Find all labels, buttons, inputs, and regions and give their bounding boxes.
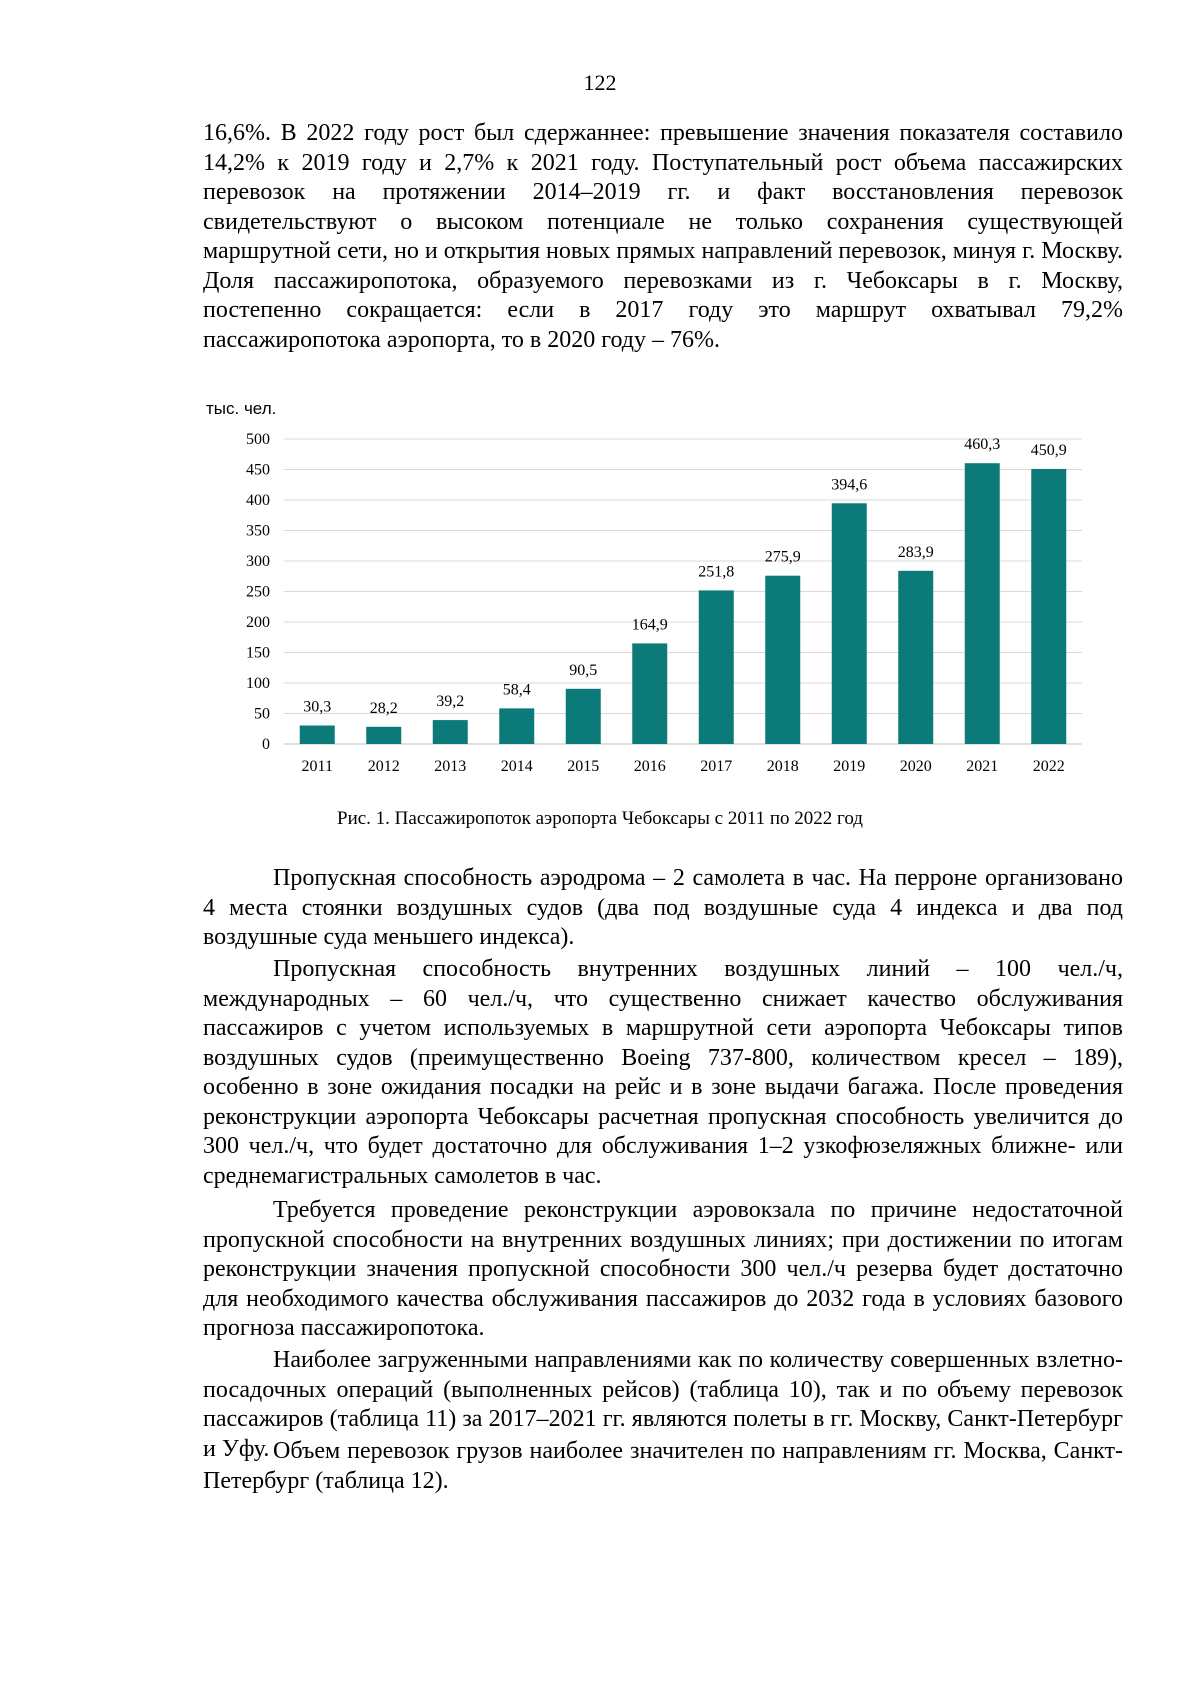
bar-2011 (300, 726, 335, 744)
figure-caption: Рис. 1. Пассажиропоток аэропорта Чебоксары с 2011 по 2022 год (337, 808, 863, 829)
bar-2015 (566, 689, 601, 744)
bar-2014 (499, 708, 534, 744)
data-label-2019: 394,6 (831, 476, 868, 494)
y-axis-unit-label: тыс. чел. (206, 399, 277, 418)
data-label-2020: 283,9 (897, 543, 934, 561)
x-tick-label-2013: 2013 (434, 758, 467, 775)
bar-2012 (366, 727, 401, 744)
bar-2020 (898, 571, 933, 744)
bar-2021 (965, 463, 1000, 744)
y-tick-label: 450 (246, 461, 270, 479)
x-tick-label-2012: 2012 (367, 758, 400, 775)
data-label-2014: 58,4 (502, 681, 531, 699)
y-tick-label: 50 (254, 705, 270, 723)
paragraph-cargo-routes: Объем перевозок грузов наиболее значителен по направлениям гг. Москва, Санкт-Петербург (таблица 12). (203, 1438, 1123, 1494)
y-tick-label: 500 (246, 431, 270, 448)
page-number: 122 (583, 70, 617, 95)
x-tick-label-2015: 2015 (567, 758, 600, 775)
data-label-2017: 251,8 (698, 563, 735, 581)
y-tick-label: 150 (246, 644, 270, 662)
x-tick-label-2021: 2021 (966, 758, 999, 775)
data-label-2016: 164,9 (631, 616, 668, 634)
data-label-2011: 30,3 (303, 698, 332, 716)
x-tick-label-2014: 2014 (500, 758, 533, 775)
passenger-flow-chart (0, 390, 1200, 790)
y-tick-label: 300 (246, 553, 270, 570)
x-tick-label-2019: 2019 (833, 758, 866, 775)
paragraph-airline-capacity: Пропускная способность внутренних воздушных линий – 100 чел./ч, международных – 60 чел./ч, что существенно снижает качество обслуживания пассажиров с учетом используемых в маршрутной сети аэропорта Чебоксары типов воздушных судов (преимущественно Boeing 737-800, количеством кресел – 189), особенно в зоне ожидания посадки на рейс и в зоне выдачи багажа. После проведения реконструкции аэропорта Чебоксары расчетная пропускная способность увеличится до 300 чел./ч, что будет достаточно для обслуживания 1–2 узкофюзеляжных ближне- или среднемагистральных самолетов в час. (203, 956, 1123, 1189)
x-tick-label-2020: 2020 (899, 758, 932, 775)
bar-2019 (832, 503, 867, 744)
x-tick-label-2017: 2017 (700, 758, 733, 775)
x-tick-label-2018: 2018 (766, 758, 799, 775)
data-label-2015: 90,5 (569, 661, 598, 679)
bar-2018 (765, 576, 800, 744)
data-label-2018: 275,9 (764, 548, 801, 566)
y-tick-label: 400 (246, 492, 270, 509)
data-label-2021: 460,3 (964, 436, 1001, 454)
y-tick-label: 0 (262, 736, 270, 753)
bar-chart-svg (0, 390, 1200, 790)
paragraph-continuation: 16,6%. В 2022 году рост был сдержаннее: превышение значения показателя составило 14,2% к 2019 году и 2,7% к 2021 году. Поступательный рост объема пассажирских перевозок на протяжении 2014–2019 гг. и факт восстановления перевозок свидетельствуют о высоком потенциале не только сохранения существующей маршрутной сети, но и открытия новых прямых направлений перевозок, минуя г. Москву. Доля пассажиропотока, образуемого перевозками из г. Чебоксары в г. Москву, постепенно сокращается: если в 2017 году это маршрут охватывал 79,2% пассажиропотока аэропорта, то в 2020 году – 76%. (203, 120, 1123, 353)
data-label-2022: 450,9 (1030, 441, 1067, 459)
y-tick-label: 100 (246, 675, 270, 692)
bar-2013 (433, 720, 468, 744)
paragraph-reconstruction: Требуется проведение реконструкции аэровокзала по причине недостаточной пропускной способности на внутренних воздушных линиях; при достижении по итогам реконструкции значения пропускной способности 300 чел./ч резерва будет достаточно для необходимого качества обслуживания пассажиров до 2032 года в условиях базового прогноза пассажиропотока. (203, 1197, 1123, 1341)
bar-2017 (699, 590, 734, 744)
data-label-2013: 39,2 (436, 693, 465, 711)
x-tick-label-2011: 2011 (301, 758, 333, 775)
x-tick-label-2016: 2016 (633, 758, 666, 775)
y-tick-label: 200 (246, 614, 270, 631)
bar-2022 (1031, 469, 1066, 744)
y-tick-label: 250 (246, 583, 270, 601)
x-tick-label-2022: 2022 (1032, 758, 1065, 775)
y-tick-label: 350 (246, 522, 270, 540)
data-label-2012: 28,2 (369, 699, 398, 717)
paragraph-aerodrome-capacity: Пропускная способность аэродрома – 2 самолета в час. На перроне организовано 4 места стоянки воздушных судов (два под воздушные суда 4 индекса и два под воздушные суда меньшего индекса). (203, 865, 1123, 950)
bar-2016 (632, 643, 667, 744)
paragraph-busiest-routes: Наиболее загруженными направлениями как по количеству совершенных взлетно-посадочных операций (выполненных рейсов) (таблица 10), так и по объему перевозок пассажиров (таблица 11) за 2017–2021 гг. являются полеты в гг. Москву, Санкт-Петербург и Уфу. (203, 1347, 1123, 1462)
